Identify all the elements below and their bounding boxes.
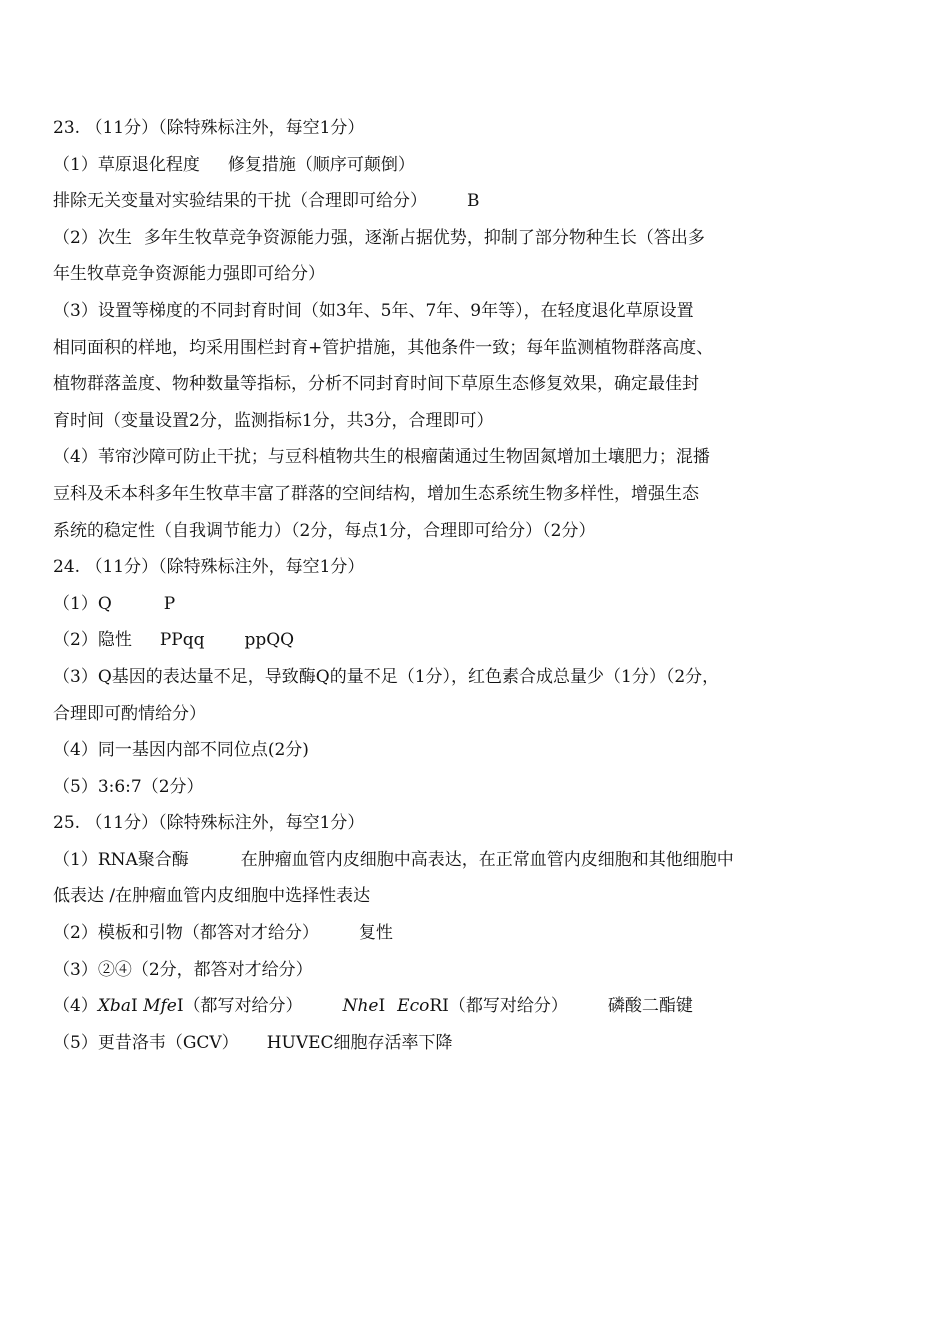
q24-p4-text: （4）同一基因内部不同位点(2分) (53, 740, 309, 761)
answer-document (53, 110, 813, 1061)
q24-part1-line (53, 586, 813, 623)
q25-header (53, 805, 813, 842)
q23-part1-line (53, 147, 813, 184)
q25-part2-line (53, 915, 813, 952)
q25-p1-answer-a: （1）RNA聚合酶 (53, 849, 189, 870)
q25-p1-answer-b: 在肿瘤血管内皮细胞中高表达，在正常血管内皮细胞和其他细胞中 (240, 849, 734, 870)
q23-p4-text-3: 系统的稳定性（自我调节能力）（2分，每点1分，合理即可给分）（2分） (53, 520, 596, 541)
q23-header (53, 110, 813, 147)
q24-p3-text-1: （3）Q基因的表达量不足，导致酶Q的量不足（1分），红色素合成总量少（1分）（2分， (53, 666, 720, 687)
q25-p4-enzyme-eco-suffix: RⅠ（都写对给分） (429, 996, 568, 1017)
q23-p3-text-3: 植物群落盖度、物种数量等指标，分析不同封育时间下草原生态修复效果，确定最佳封 (53, 374, 699, 395)
q25-part5-line (53, 1025, 813, 1062)
q25-p4-enzyme-xba-suffix: Ⅰ (130, 996, 138, 1017)
q24-p2-answer-a: （2）隐性 (53, 630, 132, 651)
q24-part4-line (53, 732, 813, 769)
q25-p5-answer-b: HUVEC细胞存活率下降 (266, 1032, 453, 1053)
q24-p1-answer-b: P (163, 593, 176, 614)
q23-part2-line2 (53, 256, 813, 293)
q23-p1-answer-d: B (467, 191, 480, 212)
q23-p2-answer-a: （2）次生 (53, 227, 132, 248)
q25-p4-enzyme-nhe: Nhe (342, 996, 379, 1017)
q25-p3-text: （3）②④（2分，都答对才给分） (53, 959, 313, 980)
q24-part3-line1 (53, 659, 813, 696)
q23-part3-line4 (53, 403, 813, 440)
q23-p3-text-2: 相同面积的样地，均采用围栏封育+管护措施，其他条件一致；每年监测植物群落高度、 (53, 337, 714, 358)
q24-p5-text: （5）3:6:7（2分） (53, 776, 204, 797)
q23-part2-line (53, 220, 813, 257)
q23-part3-line2 (53, 330, 813, 367)
q24-part2-line (53, 622, 813, 659)
q25-p4-enzyme-eco: Eco (397, 996, 430, 1017)
q23-p2-answer-b: 多年生牧草竞争资源能力强，逐渐占据优势，抑制了部分物种生长（答出多 (143, 227, 705, 248)
q23-p3-text-4: 育时间（变量设置2分，监测指标1分，共3分，合理即可） (53, 410, 494, 431)
q25-p4-enzyme-mfe: Mfe (143, 996, 177, 1017)
q24-p1-answer-a: （1）Q (53, 593, 112, 614)
q23-p4-text-1: （4）苇帘沙障可防止干扰；与豆科植物共生的根瘤菌通过生物固氮增加土壤肥力；混播 (53, 447, 710, 468)
q24-p2-answer-c: ppQQ (244, 630, 295, 651)
q25-p1-answer-c: 低表达 /在肿瘤血管内皮细胞中选择性表达 (53, 886, 371, 907)
q23-part3-line3 (53, 366, 813, 403)
q23-part4-line2 (53, 476, 813, 513)
q25-p4-enzyme-xba: Xba (97, 996, 131, 1017)
q23-part4-line3 (53, 513, 813, 550)
q25-p4-prefix: （4） (53, 996, 98, 1017)
q24-p3-text-2: 合理即可酌情给分） (53, 703, 206, 724)
q25-part3-line (53, 952, 813, 989)
q23-p1-answer-b: 修复措施（顺序可颠倒） (227, 154, 415, 175)
q25-header-text: 25. （11分）（除特殊标注外，每空1分） (53, 813, 365, 834)
q24-header (53, 549, 813, 586)
q24-part5-line (53, 769, 813, 806)
q25-p2-answer-b: 复性 (358, 923, 393, 944)
q23-part4-line1 (53, 439, 813, 476)
q25-p4-enzyme-mfe-suffix: Ⅰ（都写对给分） (176, 996, 303, 1017)
q25-p4-answer-c: 磷酸二酯键 (607, 996, 693, 1017)
q25-part1-line (53, 842, 813, 879)
q23-p3-text-1: （3）设置等梯度的不同封育时间（如3年、5年、7年、9年等），在轻度退化草原设置 (53, 300, 694, 321)
q25-p4-enzyme-nhe-suffix: Ⅰ (378, 996, 386, 1017)
q24-p2-answer-b: PPqq (159, 630, 205, 651)
q23-p4-text-2: 豆科及禾本科多年生牧草丰富了群落的空间结构，增加生态系统生物多样性，增强生态 (53, 483, 699, 504)
q23-p1-answer-a: （1）草原退化程度 (53, 154, 200, 175)
q25-part1-line2 (53, 878, 813, 915)
q24-header-text: 24. （11分）（除特殊标注外，每空1分） (53, 557, 365, 578)
q23-header-text: 23. （11分）（除特殊标注外，每空1分） (53, 118, 365, 138)
q25-p2-answer-a: （2）模板和引物（都答对才给分） (53, 923, 319, 944)
q23-p2-answer-c: 年生牧草竞争资源能力强即可给分） (53, 264, 325, 285)
q24-part3-line2 (53, 696, 813, 733)
q23-part1-line2 (53, 183, 813, 220)
q25-part4-line (53, 988, 813, 1025)
q25-p5-answer-a: （5）更昔洛韦（GCV） (53, 1032, 239, 1053)
q23-p1-answer-c: 排除无关变量对实验结果的干扰（合理即可给分） (53, 191, 427, 212)
q23-part3-line1 (53, 293, 813, 330)
